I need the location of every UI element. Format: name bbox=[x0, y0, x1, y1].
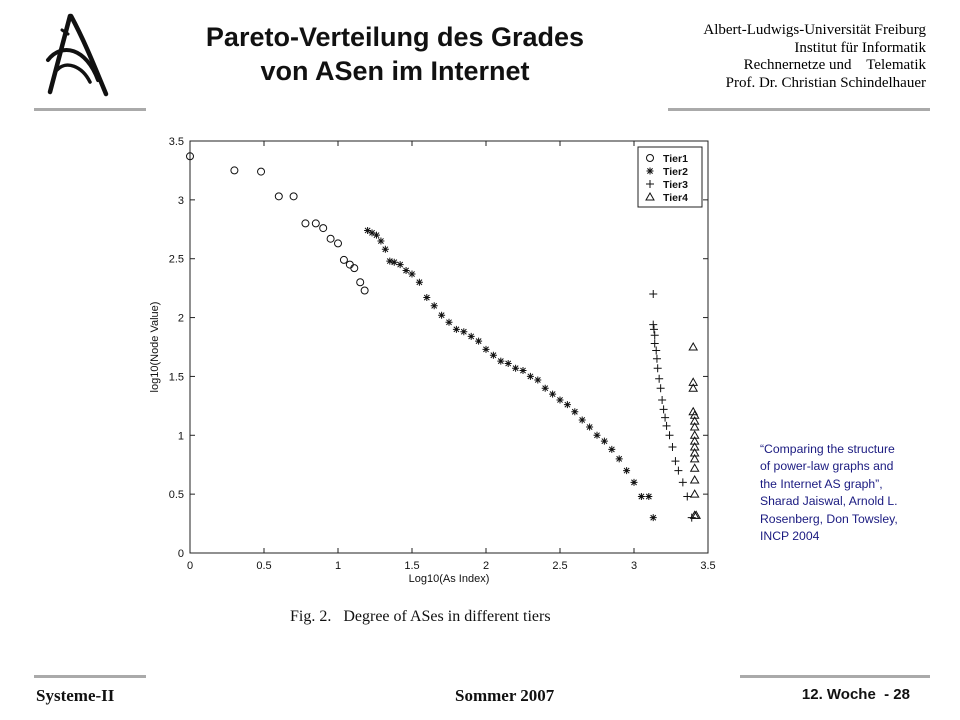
tier1-data-point bbox=[275, 193, 282, 200]
y-axis-label: log10(Node Value) bbox=[149, 301, 161, 393]
tier2-data-point bbox=[403, 267, 410, 274]
footer-page-number: 12. Woche - 28 bbox=[801, 686, 910, 703]
tier2-data-point bbox=[416, 279, 423, 286]
tier1-data-point bbox=[346, 261, 353, 268]
y-tick-label: 1.5 bbox=[168, 371, 184, 384]
tier3-data-point bbox=[666, 431, 674, 439]
tier2-data-point bbox=[579, 416, 586, 423]
title-line-1: Pareto-Verteilung des Grades bbox=[205, 22, 585, 52]
tier2-data-point bbox=[557, 396, 564, 403]
tier2-data-point bbox=[468, 333, 475, 340]
tier2-data-point bbox=[586, 424, 593, 431]
tier2-data-point bbox=[497, 358, 504, 365]
tier2-data-point bbox=[505, 360, 512, 367]
y-tick-label: 3 bbox=[177, 194, 184, 207]
institution-professor: Prof. Dr. Christian Schindelhauer bbox=[725, 74, 926, 91]
tier2-data-point bbox=[608, 446, 615, 453]
tier2-data-point bbox=[382, 246, 389, 253]
tier2-data-point bbox=[483, 346, 490, 353]
x-tick-label: 3 bbox=[630, 560, 638, 572]
tier3-data-point bbox=[651, 339, 659, 347]
tier2-data-point bbox=[438, 312, 445, 319]
tier1-data-point bbox=[335, 240, 342, 247]
tier1-data-point bbox=[361, 287, 368, 294]
university-logo-icon bbox=[28, 10, 124, 100]
tier3-data-point bbox=[661, 414, 669, 422]
x-tick-label: 1.5 bbox=[404, 560, 420, 572]
institution-block bbox=[703, 22, 926, 92]
tier3-data-point bbox=[655, 375, 663, 383]
y-tick-label: 3.5 bbox=[168, 136, 184, 148]
y-tick-label: 2.5 bbox=[168, 253, 184, 266]
legend-label: Tier4 bbox=[663, 192, 688, 204]
tier2-data-point bbox=[542, 385, 549, 392]
tier2-data-point bbox=[638, 493, 645, 500]
footer-rule-right bbox=[740, 675, 930, 678]
tier2-data-point bbox=[564, 401, 571, 408]
y-tick-label: 1 bbox=[177, 430, 184, 443]
footer-rule-left bbox=[34, 675, 146, 678]
footer-course: Systeme-II bbox=[36, 686, 115, 705]
tier1-data-point bbox=[320, 225, 327, 232]
scatter-chart bbox=[140, 125, 730, 595]
x-tick-label: 2 bbox=[482, 560, 490, 572]
tier3-data-point bbox=[651, 331, 659, 339]
tier3-data-point bbox=[679, 478, 687, 486]
tier3-data-point bbox=[654, 364, 662, 372]
institution-institute: Institut für Informatik bbox=[794, 39, 926, 56]
x-tick-label: 1 bbox=[334, 560, 342, 572]
tier1-data-point bbox=[327, 235, 334, 242]
legend-label: Tier1 bbox=[663, 153, 688, 165]
tier2-data-point bbox=[616, 455, 623, 462]
tier3-data-point bbox=[653, 355, 661, 363]
x-tick-label: 2.5 bbox=[552, 560, 568, 572]
tier2-data-point bbox=[571, 408, 578, 415]
legend-label: Tier3 bbox=[663, 179, 688, 191]
tier2-data-point bbox=[377, 238, 384, 245]
y-tick-label: 2 bbox=[177, 312, 184, 325]
tier1-data-point bbox=[258, 168, 265, 175]
footer-semester: Sommer 2007 bbox=[455, 686, 555, 705]
tier2-data-point bbox=[453, 326, 460, 333]
tier3-data-point bbox=[657, 384, 665, 392]
tier1-data-point bbox=[302, 220, 309, 227]
tier3-data-point bbox=[660, 405, 668, 413]
x-tick-label: 3.5 bbox=[700, 560, 716, 572]
tier3-data-point bbox=[674, 467, 682, 475]
header-rule-right bbox=[668, 108, 930, 111]
tier4-data-point bbox=[691, 490, 699, 497]
tier2-data-point bbox=[527, 373, 534, 380]
tier1-data-point bbox=[357, 279, 364, 286]
y-tick-label: 0 bbox=[177, 548, 184, 560]
slide-title bbox=[130, 20, 660, 88]
tier2-data-point bbox=[397, 261, 404, 268]
tier1-data-point bbox=[312, 220, 319, 227]
tier2-data-point bbox=[423, 294, 430, 301]
header-rule-left bbox=[34, 108, 146, 111]
tier2-data-point bbox=[601, 438, 608, 445]
tier2-data-point bbox=[645, 493, 652, 500]
tier3-data-point bbox=[663, 422, 671, 430]
tier4-data-point bbox=[691, 476, 699, 483]
tier2-data-point bbox=[520, 367, 527, 374]
tier2-data-point bbox=[431, 302, 438, 309]
plot-frame bbox=[190, 141, 708, 553]
tier2-data-point bbox=[623, 467, 630, 474]
legend-marker bbox=[647, 168, 654, 175]
title-line-2: von ASen im Internet bbox=[260, 56, 530, 86]
x-axis-label: Log10(As Index) bbox=[408, 573, 490, 585]
tier3-data-point bbox=[658, 396, 666, 404]
tier3-data-point bbox=[683, 492, 691, 500]
figure-caption: Fig. 2. Degree of ASes in different tiers bbox=[290, 608, 551, 625]
tier3-data-point bbox=[652, 347, 660, 355]
tier3-data-point bbox=[649, 290, 657, 298]
tier2-data-point bbox=[594, 432, 601, 439]
tier2-data-point bbox=[386, 258, 393, 265]
tier2-data-point bbox=[409, 271, 416, 278]
x-tick-label: 0.5 bbox=[256, 560, 272, 572]
legend-label: Tier2 bbox=[663, 166, 688, 178]
tier2-data-point bbox=[534, 376, 541, 383]
tier2-data-point bbox=[373, 232, 380, 239]
citation-text: “Comparing the structure of power-law graphs and the Internet AS graph”, Sharad Jaiswal, Arnold L. Rosenberg, Don Towsley, INCP 2004 bbox=[760, 442, 898, 544]
tier4-data-point bbox=[689, 343, 697, 350]
institution-university: Albert-Ludwigs-Universität Freiburg bbox=[703, 22, 926, 38]
tier2-data-point bbox=[512, 365, 519, 372]
tier2-data-point bbox=[650, 514, 657, 521]
tier3-data-point bbox=[668, 443, 676, 451]
tier3-data-point bbox=[650, 325, 658, 333]
tier3-data-point bbox=[649, 321, 657, 329]
tier3-data-point bbox=[671, 457, 679, 465]
y-tick-label: 0.5 bbox=[168, 489, 184, 502]
institution-department: Rechnernetze und Telematik bbox=[743, 57, 926, 73]
tier2-data-point bbox=[475, 338, 482, 345]
tier2-data-point bbox=[446, 319, 453, 326]
tier1-data-point bbox=[351, 265, 358, 272]
tier2-data-point bbox=[460, 328, 467, 335]
tier2-data-point bbox=[549, 391, 556, 398]
tier2-data-point bbox=[631, 479, 638, 486]
x-tick-label: 0 bbox=[186, 560, 194, 572]
tier1-data-point bbox=[340, 256, 347, 263]
tier4-data-point bbox=[691, 464, 699, 471]
tier2-data-point bbox=[490, 352, 497, 359]
tier1-data-point bbox=[290, 193, 297, 200]
tier1-data-point bbox=[231, 167, 238, 174]
